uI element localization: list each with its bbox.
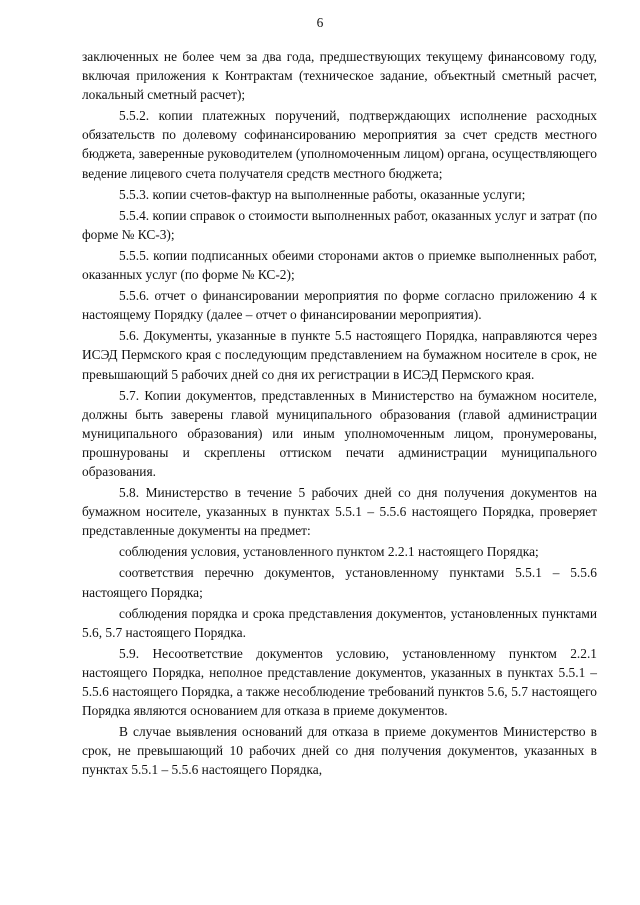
- paragraph-5-7: 5.7. Копии документов, представленных в Министерство на бумажном носителе, должны быть заверены главой муниципального образования (главой администрации муниципального образования) или иным уполномоченным лицом, пронумерованы, прошнурованы и скреплены оттиском печати администрации муниципального образования.: [82, 387, 597, 479]
- paragraph-5-8-item-3: соблюдения порядка и срока представления документов, установленных пунктами 5.6, 5.7 настоящего Порядка.: [82, 605, 597, 640]
- paragraph-5-5-4: 5.5.4. копии справок о стоимости выполненных работ, оказанных услуг и затрат (по форме № КС-3);: [82, 207, 598, 242]
- paragraph-5-5-5: 5.5.5. копии подписанных обеими сторонами актов о приемке выполненных работ, оказанных услуг (по форме № КС-2);: [82, 247, 597, 283]
- paragraph-continuation: заключенных не более чем за два года, предшествующих текущему финансовому году, включая приложения к Контрактам (техническое задание, объектный сметный расчет, локальный сметный расчет);: [82, 49, 597, 103]
- paragraph-5-8-item-2: соответствия перечню документов, установленному пунктами 5.5.1 – 5.5.6 настоящего Порядка;: [82, 565, 597, 600]
- document-body: [82, 47, 597, 779]
- paragraph-5-5-2: 5.5.2. копии платежных поручений, подтверждающих исполнение расходных обязательств по долевому софинансированию мероприятия за счет средств местного бюджета, заверенные руководителем (уполномоченным лицом) органа, осуществляющего ведение лицевого счета получателя средств местного бюджета;: [82, 108, 597, 181]
- paragraph-5-9: 5.9. Несоответствие документов условию, установленному пунктом 2.2.1 настоящего Порядка, неполное представление документов, указанных в пунктах 5.5.1 – 5.5.6 настоящего Порядка, а также несоблюдение требований пунктов 5.6, 5.7 настоящего Порядка являются основанием для отказа в приеме документов.: [82, 645, 597, 719]
- paragraph-5-8: 5.8. Министерство в течение 5 рабочих дней со дня получения документов на бумажном носителе, указанных в пунктах 5.5.1 – 5.5.6 настоящего Порядка, проверяет представленные документы на предмет:: [82, 485, 597, 539]
- page-number: 6: [316, 15, 324, 30]
- paragraph-5-5-6: 5.5.6. отчет о финансировании мероприятия по форме согласно приложению 4 к настоящему Порядку (далее – отчет о финансировании мероприятия).: [82, 288, 597, 323]
- paragraph-refusal: В случае выявления оснований для отказа в приеме документов Министерство в срок, не превышающий 10 рабочих дней со дня получения документов, указанных в пунктах 5.5.1 – 5.5.6 настоящего Порядка,: [82, 724, 597, 778]
- paragraph-5-8-item-1: соблюдения условия, установленного пунктом 2.2.1 настоящего Порядка;: [119, 544, 539, 560]
- paragraph-5-6: 5.6. Документы, указанные в пункте 5.5 настоящего Порядка, направляются через ИСЭД Пермского края с последующим представлением на бумажном носителе в срок, не превышающий 5 рабочих дней со дня их регистрации в ИСЭД Пермского края.: [82, 328, 597, 382]
- paragraph-5-5-3: 5.5.3. копии счетов-фактур на выполненные работы, оказанные услуги;: [119, 186, 526, 202]
